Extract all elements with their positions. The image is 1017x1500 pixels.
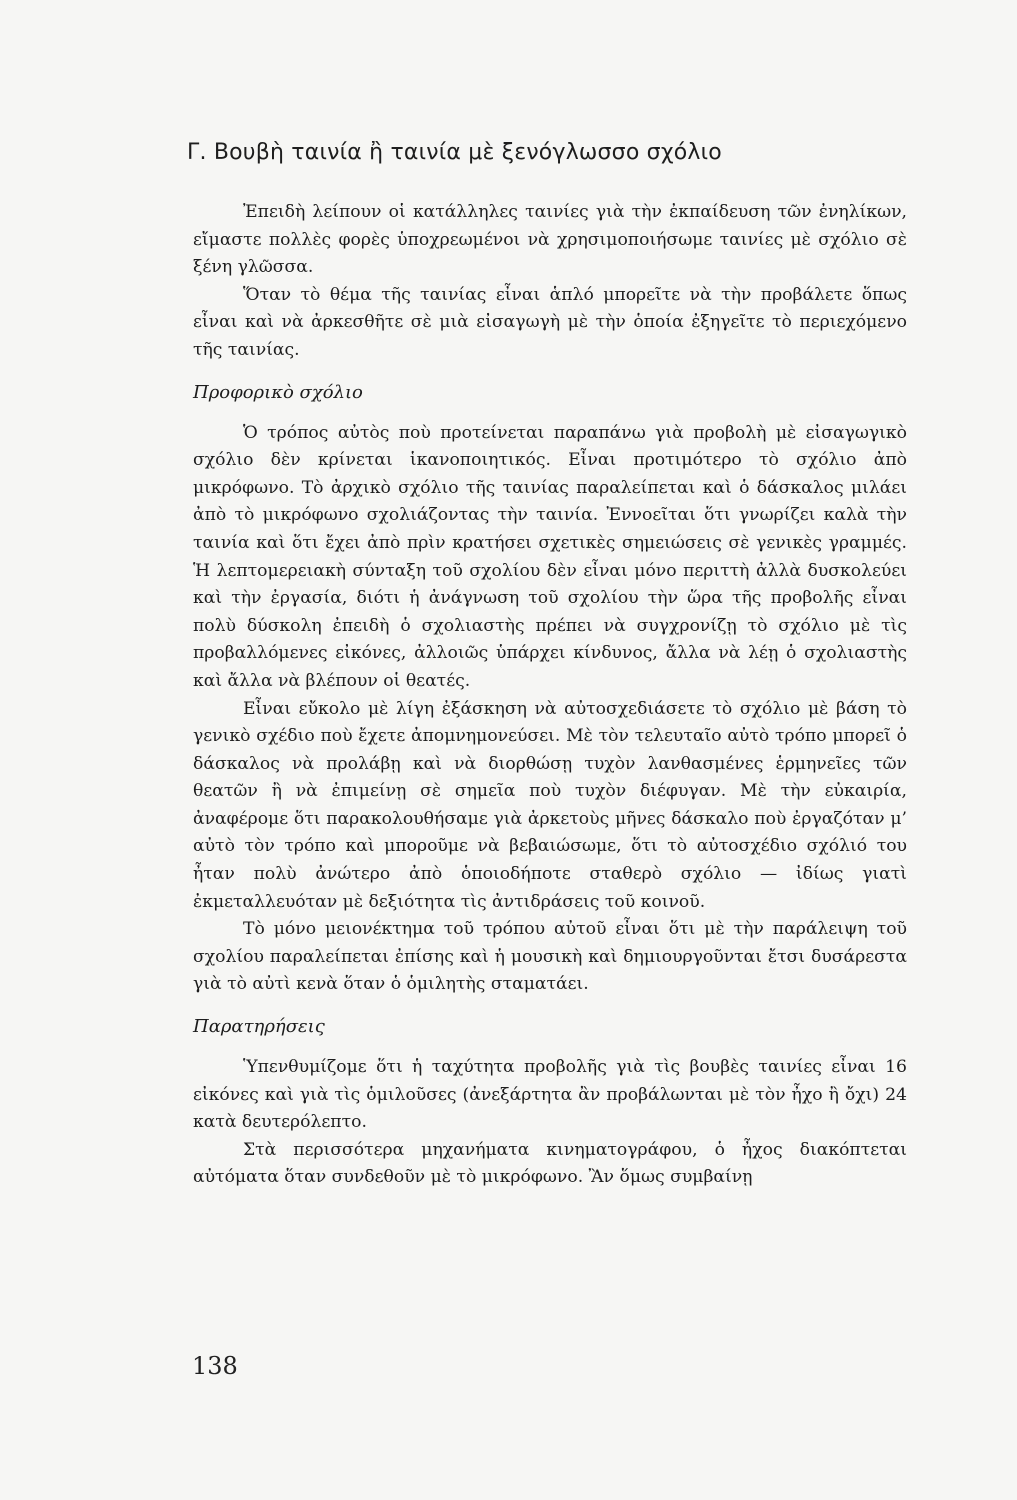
- subsection-title: Παρατηρήσεις: [193, 1016, 325, 1038]
- page-body: [187, 140, 907, 1192]
- paragraph: Στὰ περισσότερα μηχανήματα κινηματογράφου, ὁ ἦχος διακόπτεται αὐτόματα ὅταν συνδεθοῦν μὲ τὸ μικρόφωνο. Ἂν ὅμως συμβαίνῃ: [193, 1139, 907, 1188]
- paragraph: Ὅταν τὸ θέμα τῆς ταινίας εἶναι ἁπλό μπορεῖτε νὰ τὴν προβάλετε ὅπως εἶναι καὶ νὰ ἀρκεσθῆτε σὲ μιὰ εἰσαγωγὴ μὲ τὴν ὁποία ἐξηγεῖτε τὸ περιεχόμενο τῆς ταινίας.: [193, 284, 907, 360]
- paragraph: Τὸ μόνο μειονέκτημα τοῦ τρόπου αὐτοῦ εἶναι ὅτι μὲ τὴν παράλειψη τοῦ σχολίου παραλείπεται ἐπίσης καὶ ἡ μουσικὴ καὶ δημιουργοῦνται ἔτσι δυσάρεστα γιὰ τὸ αὐτὶ κενὰ ὅταν ὁ ὁμιλητὴς σταματάει.: [193, 919, 907, 995]
- section-heading: Γ. Βουβὴ ταινία ἢ ταινία μὲ ξενόγλωσσο σχόλιο: [187, 140, 722, 165]
- paragraph: Ὑπενθυμίζομε ὅτι ἡ ταχύτητα προβολῆς γιὰ τὶς βουβὲς ταινίες εἶναι 16 εἰκόνες καὶ γιὰ τὶς ὁμιλοῦσες (ἀνεξάρτητα ἂν προβάλωνται μὲ τὸν ἦχο ἢ ὄχι) 24 κατὰ δευτερόλεπτο.: [193, 1057, 907, 1133]
- paragraph: Ἐπειδὴ λείπουν οἱ κατάλληλες ταινίες γιὰ τὴν ἐκπαίδευση τῶν ἐνηλίκων, εἴμαστε πολλὲς φορὲς ὑποχρεωμένοι νὰ χρησιμοποιήσωμε ταινίες μὲ σχόλιο σὲ ξένη γλῶσσα.: [193, 202, 907, 278]
- page-number: 138: [192, 1352, 238, 1380]
- paragraph: Εἶναι εὔκολο μὲ λίγη ἐξάσκηση νὰ αὐτοσχεδιάσετε τὸ σχόλιο μὲ βάση τὸ γενικὸ σχέδιο ποὺ ἔχετε ἀπομνημονεύσει. Μὲ τὸν τελευταῖο αὐτὸ τρόπο μπορεῖ ὁ δάσκαλος νὰ προλάβῃ καὶ νὰ διορθώσῃ τυχὸν λανθασμένες ἑρμηνεῖες τῶν θεατῶν ἢ νὰ ἐπιμείνῃ σὲ σημεῖα ποὺ τυχὸν διέφυγαν. Μὲ τὴν εὐκαιρία, ἀναφέρομε ὅτι παρακολουθήσαμε γιὰ ἀρκετοὺς μῆνες δάσκαλο ποὺ ἐργαζόταν μ’ αὐτὸ τὸν τρόπο καὶ μποροῦμε νὰ βεβαιώσωμε, ὅτι τὸ αὐτοσχέδιο σχόλιό του ἦταν πολὺ ἀνώτερο ἀπὸ ὁποιοδήποτε σταθερὸ σχόλιο — ἰδίως γιατὶ ἐκμεταλλευόταν μὲ δεξιότητα τὶς ἀντιδράσεις τοῦ κοινοῦ.: [193, 698, 907, 912]
- paragraph: Ὁ τρόπος αὐτὸς ποὺ προτείνεται παραπάνω γιὰ προβολὴ μὲ εἰσαγωγικὸ σχόλιο δὲν κρίνεται ἱκανοποιητικός. Εἶναι προτιμότερο τὸ σχόλιο ἀπὸ μικρόφωνο. Τὸ ἀρχικὸ σχόλιο τῆς ταινίας παραλείπεται καὶ ὁ δάσκαλος μιλάει ἀπὸ τὸ μικρόφωνο σχολιάζοντας τὴν ταινία. Ἐννοεῖται ὅτι γνωρίζει καλὰ τὴν ταινία καὶ ὅτι ἔχει ἀπὸ πρὶν κρατήσει σχετικὲς σημειώσεις σὲ γενικὲς γραμμές. Ἡ λεπτομερειακὴ σύνταξη τοῦ σχολίου δὲν εἶναι μόνο περιττὴ ἀλλὰ δυσκολεύει καὶ τὴν ἐργασία, διότι ἡ ἀνάγνωση τοῦ σχολίου τὴν ὥρα τῆς προβολῆς εἶναι πολὺ δύσκολη ἐπειδὴ ὁ σχολιαστὴς πρέπει νὰ συγχρονίζῃ τὸ σχόλιο μὲ τὶς προβαλλόμενες εἰκόνες, ἀλλοιῶς ὑπάρχει κίνδυνος, ἄλλα νὰ λέῃ ὁ σχολιαστὴς καὶ ἄλλα νὰ βλέπουν οἱ θεατές.: [193, 422, 907, 691]
- subsection-title: Προφορικὸ σχόλιο: [193, 381, 363, 403]
